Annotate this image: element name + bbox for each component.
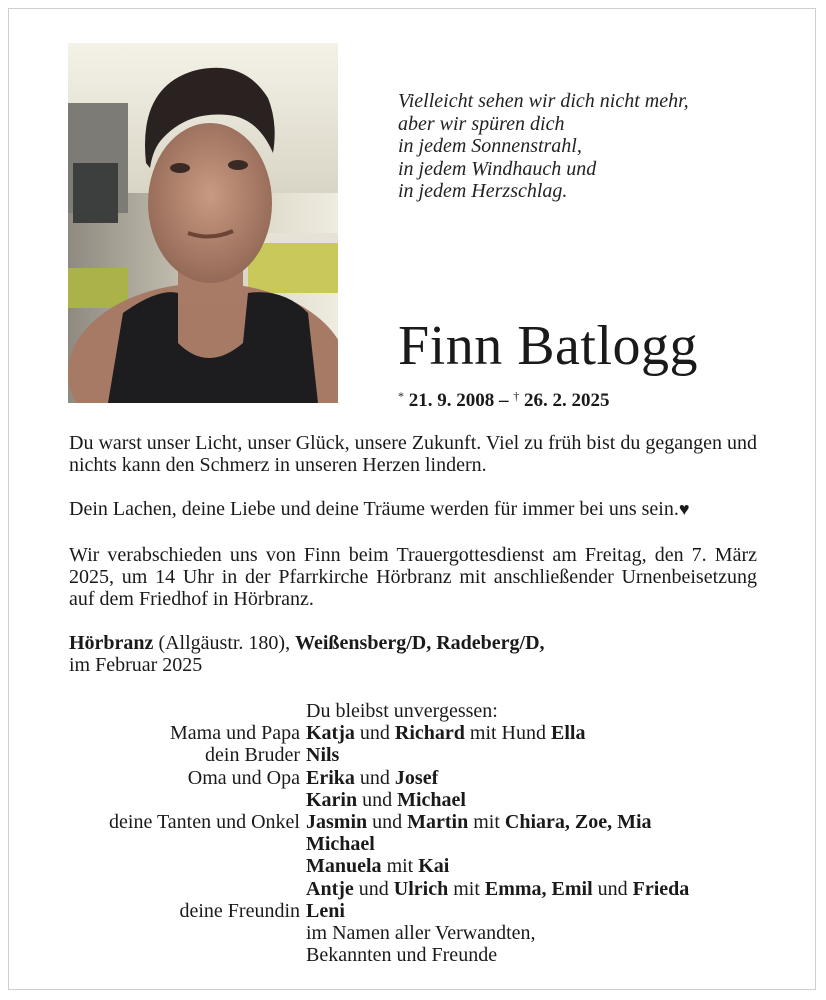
mourner-names: Katja und Richard mit Hund Ella: [306, 722, 586, 745]
closing-line: im Namen aller Verwandten,: [306, 922, 536, 945]
relation-label: deine Freundin: [179, 899, 300, 922]
memorial-poem: [398, 90, 778, 203]
list-item: [60, 722, 800, 744]
place-and-date: [69, 632, 757, 676]
list-item: [60, 744, 800, 766]
list-item: [60, 789, 800, 811]
place-town: Hörbranz: [69, 632, 154, 654]
list-item: [60, 900, 800, 922]
birth-date: 21. 9. 2008: [408, 390, 495, 411]
mourner-names: Nils: [306, 744, 340, 767]
death-date: 26. 2. 2025: [524, 390, 610, 411]
poem-line: aber wir spüren dich: [398, 112, 565, 135]
poem-line: in jedem Herzschlag.: [398, 180, 568, 202]
closing-row: [60, 922, 800, 944]
mourners-intro-row: [60, 700, 800, 722]
place-month: im Februar 2025: [69, 654, 203, 676]
mourners-intro: Du bleibst unvergessen:: [306, 700, 498, 722]
paragraph-funeral-info: Wir verabschieden uns von Finn beim Trauergottesdienst am Freitag, den 7. März 2025, um 14 Uhr in der Pfarrkirche Hörbranz mit anschließender Urnenbeisetzung auf dem Friedhof in Hörbranz.: [69, 544, 757, 610]
poem-line: in jedem Sonnenstrahl,: [398, 135, 582, 157]
death-symbol: †: [513, 389, 520, 403]
paragraph-tribute: Du warst unser Licht, unser Glück, unsere Zukunft. Viel zu früh bist du gegangen und nichts kann den Schmerz in unseren Herzen lindern.: [69, 432, 757, 476]
birth-symbol: *: [398, 389, 404, 403]
date-separator: –: [499, 390, 509, 411]
relation-label: Mama und Papa: [170, 722, 300, 745]
mourner-names: Karin und Michael: [306, 788, 466, 811]
mourner-names: Leni: [306, 899, 345, 922]
closing-row: [60, 944, 800, 966]
place-address: (Allgäustr. 180),: [153, 632, 296, 654]
deceased-name: Finn Batlogg: [398, 315, 699, 377]
mourner-names: Erika und Josef: [306, 766, 439, 789]
list-item: [60, 855, 800, 877]
mourner-names: Manuela mit Kai: [306, 855, 450, 878]
paragraph-memory-text: Dein Lachen, deine Liebe und deine Träume werden für immer bei uns sein.: [69, 498, 679, 520]
closing-line: Bekannten und Freunde: [306, 944, 498, 967]
mourner-names: Jasmin und Martin mit Chiara, Zoe, Mia: [306, 811, 652, 834]
poem-line: in jedem Windhauch und: [398, 157, 597, 180]
heart-icon: ♥: [678, 499, 690, 519]
relation-label: deine Tanten und Onkel: [109, 811, 300, 834]
list-item: [60, 833, 800, 855]
list-item: [60, 767, 800, 789]
list-item: [60, 811, 800, 833]
place-towns: Weißensberg/D, Radeberg/D,: [295, 632, 545, 654]
mourner-names: Antje und Ulrich mit Emma, Emil und Frieda: [306, 877, 690, 900]
poem-line: Vielleicht sehen wir dich nicht mehr,: [398, 90, 689, 112]
relation-label: dein Bruder: [205, 744, 300, 767]
mourners-list: [60, 700, 800, 966]
portrait-photo: [68, 43, 338, 403]
list-item: [60, 878, 800, 900]
mourner-names: Michael: [306, 833, 375, 856]
relation-label: Oma und Opa: [187, 766, 300, 789]
life-dates: [398, 384, 610, 413]
paragraph-memory: [69, 498, 757, 520]
